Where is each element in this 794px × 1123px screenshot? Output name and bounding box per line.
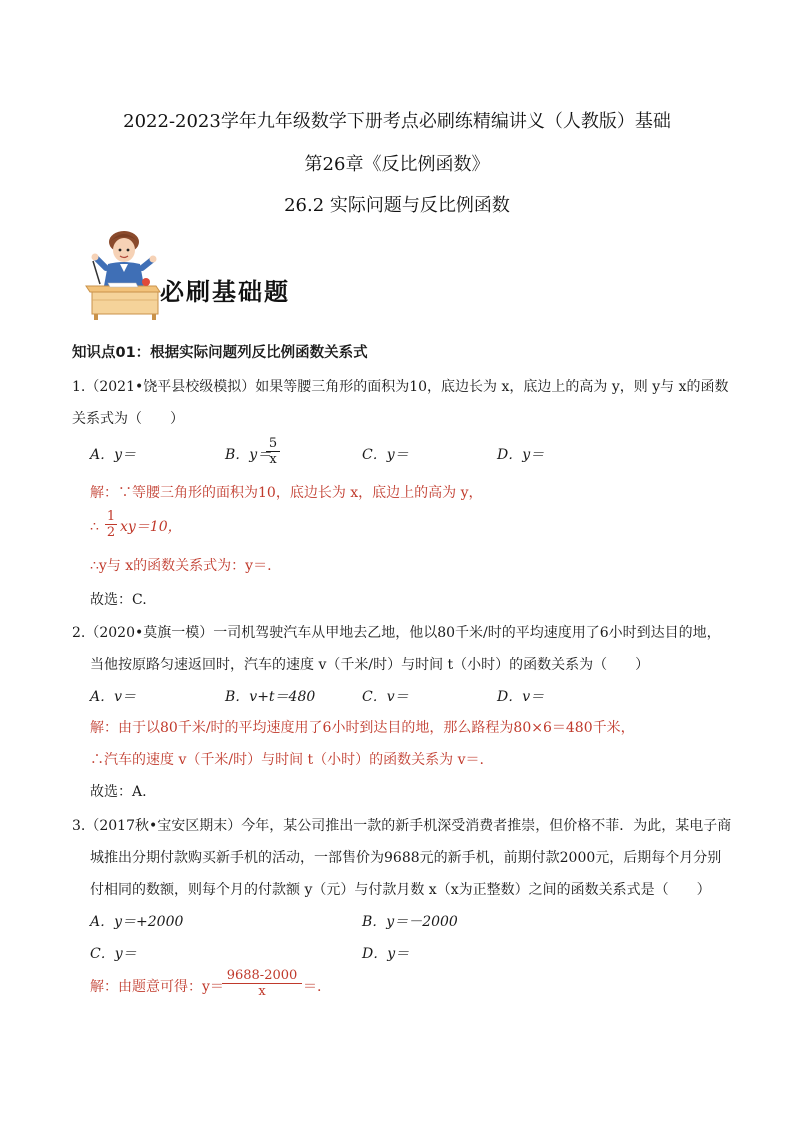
q3-stem-line1: 3.（2017秋•宝安区期末）今年，某公司推出一款的新手机深受消费者推崇，但价格不菲．为此，某电子商 [72, 818, 732, 834]
q2-answer: 故选：A. [90, 784, 147, 800]
q3-solution-denominator: x [258, 984, 266, 999]
q3-solution-numerator: 9688-2000 [226, 968, 298, 983]
q3-option-a: A．y＝+2000 [90, 914, 184, 930]
q3-solution-prefix: 解：由题意可得：y＝ [90, 979, 224, 995]
q1-solution-line1: 解：∵等腰三角形的面积为10，底边长为 x，底边上的高为 y， [90, 485, 483, 501]
q2-option-d: D．v＝ [497, 689, 545, 705]
q1-option-b: B．y＝ [225, 447, 272, 463]
q1-option-b-denominator: x [269, 452, 277, 467]
q1-stem-line1: 1.（2021•饶平县校级模拟）如果等腰三角形的面积为10，底边长为 x，底边上的高为 y，则 y与 x的函数 [72, 379, 729, 395]
q2-option-a: A．v＝ [90, 689, 137, 705]
q3-stem-line3: 付相同的数额，则每个月的付款额 y（元）与付款月数 x（x为正整数）之间的函数关系式是（ ） [90, 882, 711, 898]
q1-option-b-fraction [266, 436, 280, 467]
q3-option-d: D．y＝ [362, 946, 410, 962]
q3-stem-line2: 城推出分期付款购买新手机的活动，一部售价为9688元的新手机，前期付款2000元，后期每个月分别 [90, 850, 722, 866]
q1-option-c: C．y＝ [362, 447, 409, 463]
document-title: 2022-2023学年九年级数学下册考点必刷练精编讲义（人教版）基础 [123, 111, 671, 132]
knowledge-point-heading: 知识点01：根据实际问题列反比例函数关系式 [72, 345, 368, 361]
q1-solution-denominator: 2 [106, 525, 116, 540]
q3-option-b: B．y＝－2000 [362, 914, 458, 930]
q1-answer: 故选：C. [90, 592, 147, 608]
section-title: 26.2 实际问题与反比例函数 [284, 195, 510, 216]
chapter-title: 第26章《反比例函数》 [304, 154, 490, 175]
q2-stem-line2: 当他按原路匀速返回时，汽车的速度 v（千米/时）与时间 t（小时）的函数关系为（ ） [90, 657, 650, 673]
q3-solution-fraction [222, 968, 302, 999]
q1-solution-line2: xy＝10， [120, 519, 182, 535]
q3-solution-suffix: ＝. [303, 979, 322, 995]
q3-option-c: C．y＝ [90, 946, 137, 962]
q1-option-d: D．y＝ [497, 447, 545, 463]
q2-solution-line1: 解：由于以80千米/时的平均速度用了6小时到达目的地，那么路程为80×6＝480千米， [90, 720, 635, 736]
q1-solution-numerator: 1 [106, 509, 116, 524]
q2-stem-line1: 2.（2020•莫旗一模）一司机驾驶汽车从甲地去乙地，他以80千米/时的平均速度用了6小时到达目的地， [72, 625, 721, 641]
q1-solution-fraction [105, 509, 117, 540]
q2-option-c: C．v＝ [362, 689, 409, 705]
q1-option-b-numerator: 5 [268, 436, 278, 451]
q1-option-a: A．y＝ [90, 447, 137, 463]
q2-solution-line2: ∴汽车的速度 v（千米/时）与时间 t（小时）的函数关系为 v＝. [90, 752, 484, 768]
q2-option-b: B．v+t＝480 [225, 689, 316, 705]
q1-solution-line3: ∴y与 x的函数关系式为：y＝. [90, 558, 272, 574]
banner-label: 必刷基础题 [160, 278, 290, 306]
q1-solution-line2-prefix: ∴ [90, 519, 99, 535]
q1-stem-line2: 关系式为（ ） [72, 411, 184, 427]
